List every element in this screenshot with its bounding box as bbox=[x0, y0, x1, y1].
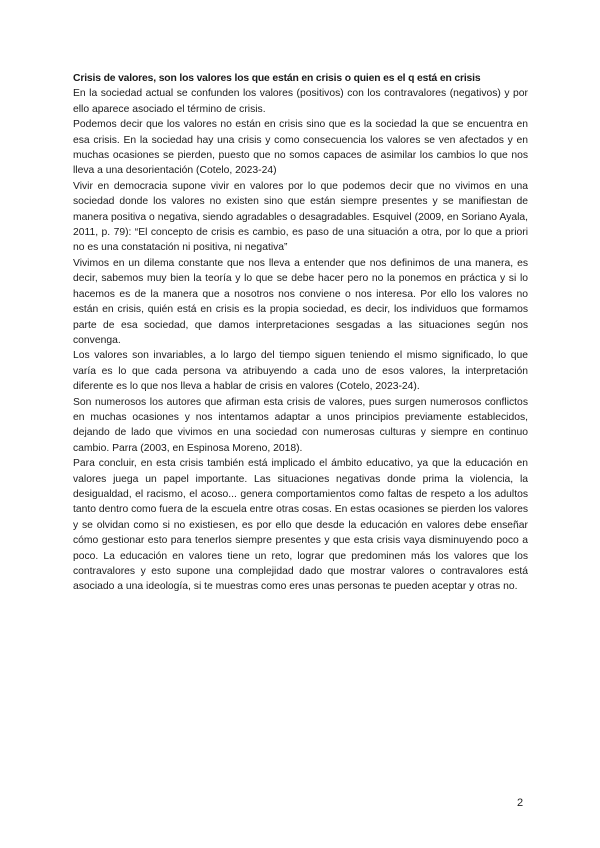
document-title: Crisis de valores, son los valores los que están en crisis o quien es el q está en crisis bbox=[73, 73, 481, 84]
paragraph-intro: En la sociedad actual se confunden los valores (positivos) con los contravalores (negativos) y por ello aparece asociado el término de crisis. bbox=[73, 88, 528, 115]
paragraph-invariable-values: Los valores son invariables, a lo largo del tiempo siguen teniendo el mismo significado, lo que varía es lo que cada persona va atribuyendo a cada uno de esos valores, la interpretación diferente es lo que nos lleva a hablar de crisis en valores (Cotelo, 2023-24). bbox=[73, 350, 528, 393]
paragraph-authors: Son numerosos los autores que afirman esta crisis de valores, pues surgen numerosos conflictos en muchas ocasiones y nos intentamos adaptar a unos principios previamente establecidos, dejando de lado que vivimos en una sociedad con numerosas culturas y siempre en continuo cambio. Parra (2003, en Espinosa Moreno, 2018). bbox=[73, 396, 528, 454]
paragraph-society-crisis: Podemos decir que los valores no están en crisis sino que es la sociedad la que se encuentra en esa crisis. En la sociedad hay una crisis y como consecuencia los valores se ven afectados y en muchas ocasiones se pierden, puesto que no somos capaces de asimilar los cambios lo que nos lleva a una desorientación (Cotelo, 2023-24) bbox=[73, 119, 528, 177]
page-number: 2 bbox=[517, 797, 524, 809]
document-body bbox=[73, 71, 528, 595]
paragraph-conclusion: Para concluir, en esta crisis también está implicado el ámbito educativo, ya que la educación en valores juega un papel importante. Las situaciones negativas donde prima la violencia, la desigualdad, el racismo, el acoso... genera comportamientos como faltas de respeto a los adultos tanto dentro como fuera de la escuela entre otras cosas. En estas ocasiones se pierden los valores y se olvidan como si no existiesen, es por ello que desde la educación en valores debe enseñar cómo gestionar esto para tenerlos siempre presentes y que esta crisis vaya disminuyendo poco a poco. La educación en valores tiene un reto, lograr que predominen más los valores que los contravalores y esto supone una complejidad dado que mostrar valores o contravalores está asociado a una ideología, si te muestras como eres unas personas te pueden aceptar y otras no. bbox=[73, 458, 528, 593]
paragraph-democracy: Vivir en democracia supone vivir en valores por lo que podemos decir que no vivimos en una sociedad donde los valores no existen sino que están siempre presentes y se manifiestan de manera positiva o negativa, siendo agradables o desagradables. Esquivel (2009, en Soriano Ayala, 2011, p. 79): “El concepto de crisis es cambio, es paso de una situación a otra, por lo que a priori no es una constatación ni positiva, ni negativa” bbox=[73, 180, 528, 254]
paragraph-dilemma: Vivimos en un dilema constante que nos lleva a entender que nos definimos de una manera, es decir, sabemos muy bien la teoría y lo que se debe hacer pero no la ponemos en práctica y si lo hacemos es de la manera que a nosotros nos conviene o nos interesa. Por ello los valores no están en crisis, quién está en crisis es la propia sociedad, es decir, los individuos que formamos parte de esa sociedad, que damos interpretaciones sesgadas a las situaciones según nos convenga. bbox=[73, 257, 528, 346]
